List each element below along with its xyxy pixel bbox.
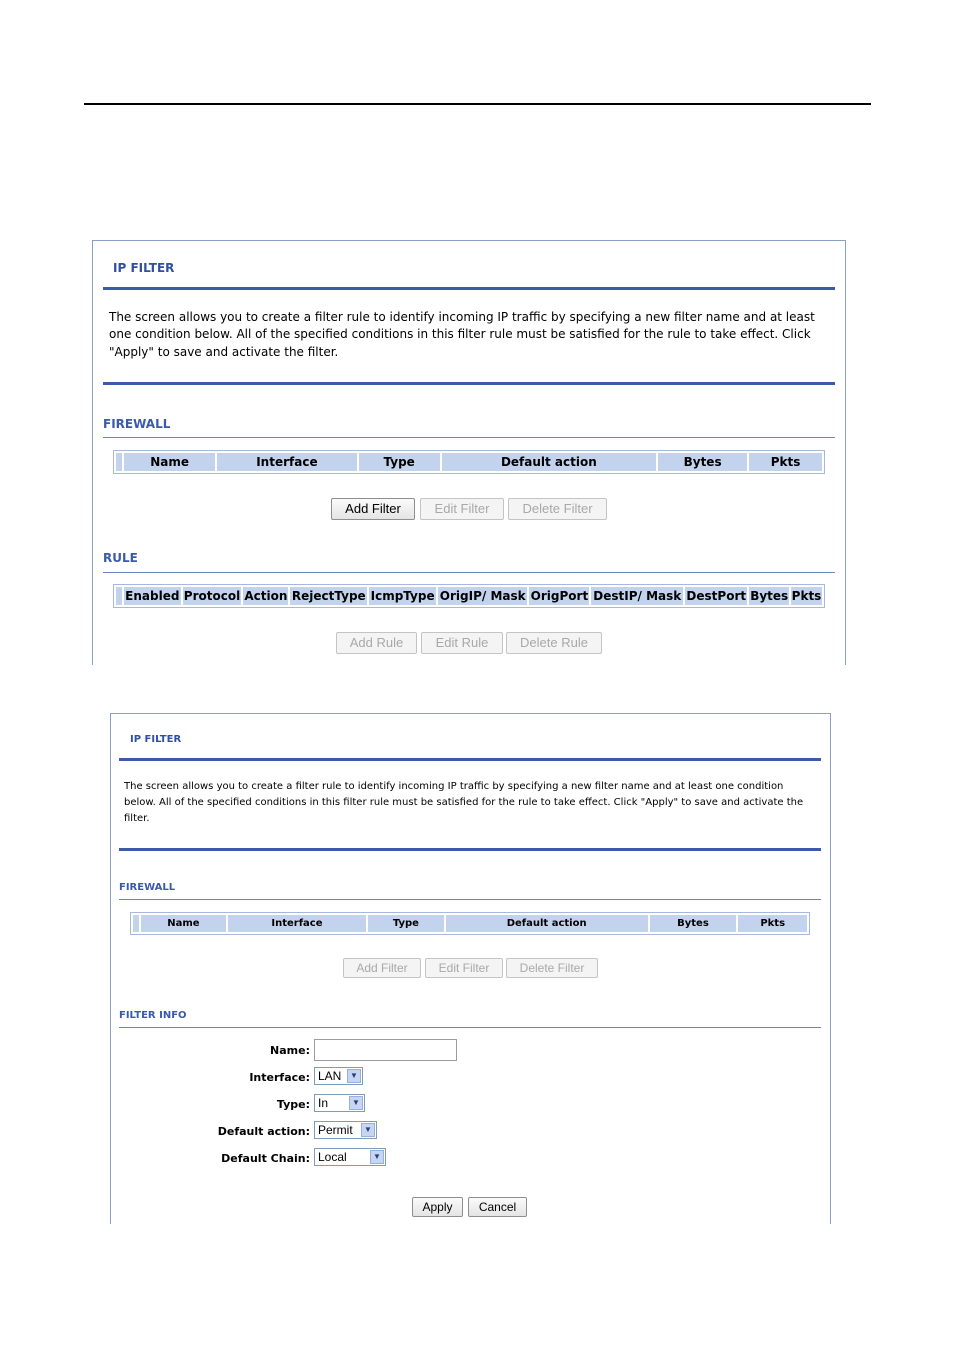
column-header-bytes: Bytes [750,589,789,603]
default-action-label: Default action: [217,1125,310,1138]
type-label: Type: [276,1098,310,1111]
panel-title: IP FILTER [113,261,175,275]
ip-filter-panel-list [92,240,846,665]
edit-filter-button[interactable]: Edit Filter [425,958,503,978]
page-top-rule [84,103,871,105]
column-header-action: Action [244,589,288,603]
chevron-down-icon: ▼ [347,1069,361,1083]
ip-filter-panel-add [110,713,831,1224]
rule-section-divider [103,572,835,573]
column-header-type: Type [359,453,440,471]
column-header-pkts: Pkts [738,915,807,932]
column-header-protocol: Protocol [183,589,241,603]
column-header-dest-ip-mask: DestIP/ Mask [593,589,682,603]
edit-filter-button[interactable]: Edit Filter [420,498,504,520]
filter-info-section-title: FILTER INFO [119,1010,187,1021]
column-header-type: Type [368,915,444,932]
column-header-bytes: Bytes [650,915,737,932]
default-action-select-value: Permit [318,1123,353,1137]
firewall-section-divider [119,899,821,900]
firewall-section-title: FIREWALL [103,417,171,431]
title-divider [103,287,835,290]
type-select-value: In [318,1096,329,1110]
column-header-name: Name [124,453,215,471]
column-header-bytes: Bytes [658,453,747,471]
column-header-icmp-type: IcmpType [370,589,435,603]
column-header-interface: Interface [228,915,366,932]
column-header-dest-port: DestPort [686,589,747,603]
table-header-stub [116,587,122,605]
edit-rule-button[interactable]: Edit Rule [421,632,503,654]
column-header-enabled: Enabled [125,589,180,603]
delete-rule-button[interactable]: Delete Rule [506,632,602,654]
chevron-down-icon: ▼ [370,1150,384,1164]
description-divider [103,382,835,385]
default-chain-label: Default Chain: [221,1152,310,1165]
interface-label: Interface: [249,1071,310,1084]
rule-section-title: RULE [103,551,138,565]
chevron-down-icon: ▼ [349,1096,363,1110]
panel-title: IP FILTER [130,734,182,745]
cancel-button[interactable]: Cancel [468,1197,527,1217]
table-header-stub [133,915,139,932]
rule-table [113,584,825,608]
column-header-pkts: Pkts [791,589,822,603]
firewall-section-divider [103,437,835,438]
default-chain-select-value: Local [318,1150,347,1164]
default-action-select[interactable] [314,1121,377,1139]
firewall-table [130,912,810,935]
name-label: Name: [270,1044,310,1057]
name-input[interactable] [314,1039,457,1061]
column-header-default-action: Default action [442,453,656,471]
column-header-reject-type: RejectType [291,589,366,603]
default-chain-select[interactable] [314,1148,386,1166]
column-header-orig-port: OrigPort [530,589,589,603]
delete-filter-button[interactable]: Delete Filter [506,958,598,978]
column-header-default-action: Default action [446,915,648,932]
panel-description: The screen allows you to create a filter rule to identify incoming IP traffic by specifying a new filter name and at least one condition below. All of the specified conditions in this filter rule must be satisfied for the rule to take effect. Click "Apply" to save and activate the filter. [109,310,815,359]
table-header-row [116,453,822,471]
column-header-interface: Interface [217,453,357,471]
title-divider [119,758,821,761]
firewall-section-title: FIREWALL [119,882,176,893]
filter-info-section-divider [119,1027,821,1028]
interface-select-value: LAN [318,1069,342,1083]
panel-description: The screen allows you to create a filter rule to identify incoming IP traffic by specifying a new filter name and at least one condition below. All of the specified conditions in this filter rule must be satisfied for the rule to take effect. Click "Apply" to save and activate the filter. [124,781,804,824]
apply-button[interactable]: Apply [412,1197,463,1217]
add-filter-button[interactable]: Add Filter [331,498,415,520]
interface-select[interactable] [314,1067,363,1085]
description-divider [119,848,821,851]
chevron-down-icon: ▼ [361,1123,375,1137]
table-header-row [116,587,822,605]
type-select[interactable] [314,1094,365,1112]
column-header-name: Name [141,915,226,932]
add-rule-button[interactable]: Add Rule [336,632,417,654]
firewall-table [113,450,825,474]
table-header-stub [116,453,122,471]
table-header-row [133,915,807,932]
delete-filter-button[interactable]: Delete Filter [508,498,607,520]
column-header-orig-ip-mask: OrigIP/ Mask [439,589,526,603]
add-filter-button[interactable]: Add Filter [343,958,421,978]
column-header-pkts: Pkts [749,453,822,471]
